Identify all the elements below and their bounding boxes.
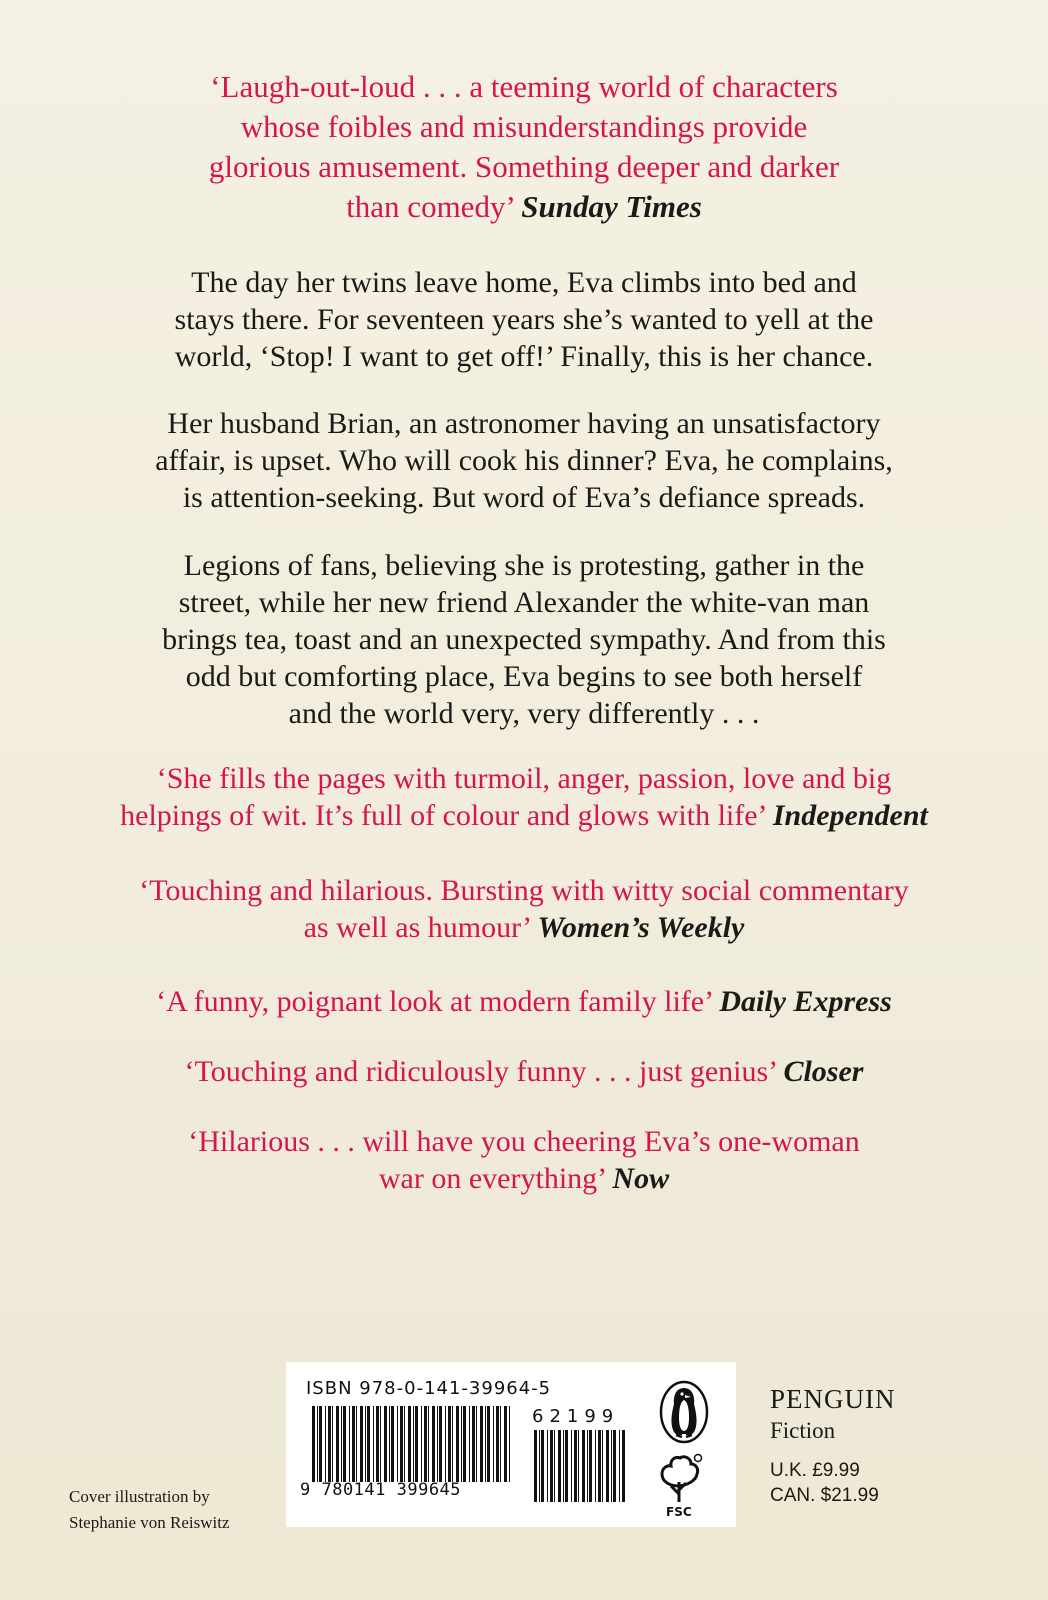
cover-credit-line-1: Cover illustration by: [69, 1487, 210, 1506]
barcode-bar: [365, 1406, 366, 1482]
barcode-bar: [312, 1406, 315, 1482]
barcode-bar: [571, 1430, 572, 1502]
fsc-label: FSC: [666, 1505, 692, 1519]
barcode-bar: [319, 1406, 322, 1482]
barcode-bar: [448, 1406, 451, 1482]
barcode-bar: [554, 1430, 555, 1502]
barcode-bar: [367, 1406, 370, 1482]
quote-line: ‘Touching and hilarious. Bursting with witty social commentary: [139, 874, 909, 907]
barcode-bar: [360, 1406, 363, 1482]
barcode-bar: [539, 1430, 540, 1502]
barcode-bar: [384, 1406, 387, 1482]
review-womens-weekly: [70, 872, 978, 946]
barcode-bar: [352, 1406, 355, 1482]
barcode-bar: [380, 1406, 381, 1482]
barcode-bar: [356, 1406, 357, 1482]
review-independent: [70, 760, 978, 834]
barcode-bar: [476, 1406, 477, 1482]
barcode-bar: [589, 1430, 592, 1502]
review-now: [70, 1123, 978, 1197]
barcode-digits: 9 780141 399645: [300, 1480, 462, 1500]
barcode-bar: [439, 1406, 442, 1482]
quote-line: [70, 1053, 978, 1090]
quote-source: Sunday Times: [521, 189, 702, 224]
barcode-bar: [619, 1430, 620, 1502]
barcode-bar: [317, 1406, 318, 1482]
barcode-bar: [400, 1406, 403, 1482]
barcode-bar: [563, 1430, 564, 1502]
barcode-bar: [397, 1406, 398, 1482]
barcode-bar: [582, 1430, 585, 1502]
barcode-bar: [487, 1406, 490, 1482]
price-uk: U.K. £9.99: [770, 1460, 860, 1481]
barcode-bar: [408, 1406, 411, 1482]
blurb-line: Her husband Brian, an astronomer having an unsatisfactory: [167, 407, 881, 440]
blurb-paragraph-2: [70, 405, 978, 516]
review-daily-express: [70, 983, 978, 1020]
barcode-bar: [421, 1406, 422, 1482]
quote-line: [70, 983, 978, 1020]
fsc-tree-icon: [654, 1452, 704, 1504]
blurb-line: world, ‘Stop! I want to get off!’ Finally, this is her chance.: [174, 340, 874, 373]
blurb-line: brings tea, toast and an unexpected sympathy. And from this: [162, 623, 886, 656]
quote-line: [70, 187, 978, 227]
quote-line: ‘Hilarious . . . will have you cheering Eva’s one-woman: [188, 1125, 860, 1158]
barcode-bar: [463, 1406, 466, 1482]
barcode-bar: [432, 1406, 435, 1482]
barcode-bar: [343, 1406, 346, 1482]
barcode-bar: [391, 1406, 394, 1482]
barcode-bar: [558, 1430, 561, 1502]
quote-source: Independent: [772, 799, 928, 832]
barcode-bar: [550, 1430, 553, 1502]
genre-label: Fiction: [770, 1418, 836, 1443]
barcode-bar: [602, 1430, 603, 1502]
barcode-bar: [349, 1406, 350, 1482]
blurb-line: Legions of fans, believing she is protesting, gather in the: [183, 549, 865, 582]
isbn-label: ISBN 978-0-141-39964-5: [306, 1378, 552, 1399]
barcode-bar: [613, 1430, 616, 1502]
barcode-bar: [389, 1406, 390, 1482]
barcode-bar: [445, 1406, 446, 1482]
barcode-panel: [286, 1362, 736, 1527]
quote-text: ‘A funny, poignant look at modern family life’: [156, 985, 712, 1018]
barcode-bar: [611, 1430, 612, 1502]
barcode-bar: [341, 1406, 342, 1482]
quote-source: Closer: [783, 1055, 864, 1088]
top-review-quote: [70, 67, 978, 227]
blurb-line: is attention-seeking. But word of Eva’s defiance spreads.: [182, 481, 866, 514]
quote-text: than comedy’: [346, 189, 514, 224]
barcode-bar: [578, 1430, 579, 1502]
barcode-bar: [509, 1406, 510, 1482]
barcode-addon-digits: 62199: [532, 1406, 620, 1427]
barcode-bar: [493, 1406, 494, 1482]
blurb-line: affair, is upset. Who will cook his dinner? Eva, he complains,: [155, 444, 893, 477]
blurb-line: and the world very, very differently . . .: [288, 697, 760, 730]
quote-line: whose foibles and misunderstandings provide: [240, 109, 808, 144]
blurb-line: stays there. For seventeen years she’s wanted to yell at the: [174, 303, 874, 336]
barcode-bar: [574, 1430, 577, 1502]
quote-line: ‘Laugh-out-loud . . . a teeming world of characters: [210, 69, 838, 104]
barcode-bar: [461, 1406, 462, 1482]
barcode-bar: [415, 1406, 418, 1482]
barcode-bar: [452, 1406, 453, 1482]
barcode-bar: [504, 1406, 507, 1482]
blurb-line: odd but comforting place, Eva begins to see both herself: [185, 660, 863, 693]
quote-text: as well as humour’: [303, 911, 530, 944]
blurb-line: The day her twins leave home, Eva climbs into bed and: [191, 266, 857, 299]
quote-source: Daily Express: [719, 985, 892, 1018]
barcode-bar: [606, 1430, 609, 1502]
barcode-bar: [437, 1406, 438, 1482]
barcode-bar: [534, 1430, 537, 1502]
barcode-bar: [328, 1406, 331, 1482]
barcode-bar: [325, 1406, 326, 1482]
barcode-bar: [480, 1406, 483, 1482]
barcode-bar: [373, 1406, 374, 1482]
quote-text: war on everything’: [378, 1162, 605, 1195]
blurb-paragraph-1: [70, 264, 978, 375]
penguin-logo-icon: [658, 1380, 710, 1444]
quote-source: Women’s Weekly: [537, 911, 745, 944]
price-can: CAN. $21.99: [770, 1485, 879, 1506]
barcode-bar: [587, 1430, 588, 1502]
barcode-bar: [500, 1406, 501, 1482]
barcode-bar: [472, 1406, 475, 1482]
quote-text: ‘Touching and ridiculously funny . . . just genius’: [184, 1055, 776, 1088]
quote-line: [70, 1160, 978, 1197]
barcode-bar: [485, 1406, 486, 1482]
barcode-bar: [595, 1430, 596, 1502]
barcode-bar: [424, 1406, 427, 1482]
barcode-bar: [404, 1406, 405, 1482]
barcode-bar: [332, 1406, 333, 1482]
barcode-bar: [496, 1406, 499, 1482]
barcode-bar: [547, 1430, 548, 1502]
review-closer: [70, 1053, 978, 1090]
cover-credit-line-2: Stephanie von Reiswitz: [69, 1513, 230, 1532]
barcode-bar: [598, 1430, 601, 1502]
barcode-bar: [428, 1406, 429, 1482]
blurb-paragraph-3: [70, 547, 978, 732]
quote-text: helpings of wit. It’s full of colour and glows with life’: [120, 799, 766, 832]
barcode-bar: [541, 1430, 544, 1502]
barcode-bar: [376, 1406, 379, 1482]
quote-source: Now: [612, 1162, 670, 1195]
publisher-name: PENGUIN: [770, 1384, 896, 1414]
blurb-line: street, while her new friend Alexander the white-van man: [178, 586, 870, 619]
barcode-bar: [413, 1406, 414, 1482]
barcode-bar: [565, 1430, 568, 1502]
barcode-bar: [456, 1406, 459, 1482]
quote-line: [70, 909, 978, 946]
quote-line: ‘She fills the pages with turmoil, anger, passion, love and big: [156, 762, 892, 795]
barcode-bar: [469, 1406, 470, 1482]
barcode-bar: [622, 1430, 625, 1502]
quote-line: [70, 797, 978, 834]
barcode-bar: [336, 1406, 339, 1482]
quote-line: glorious amusement. Something deeper and darker: [208, 149, 840, 184]
